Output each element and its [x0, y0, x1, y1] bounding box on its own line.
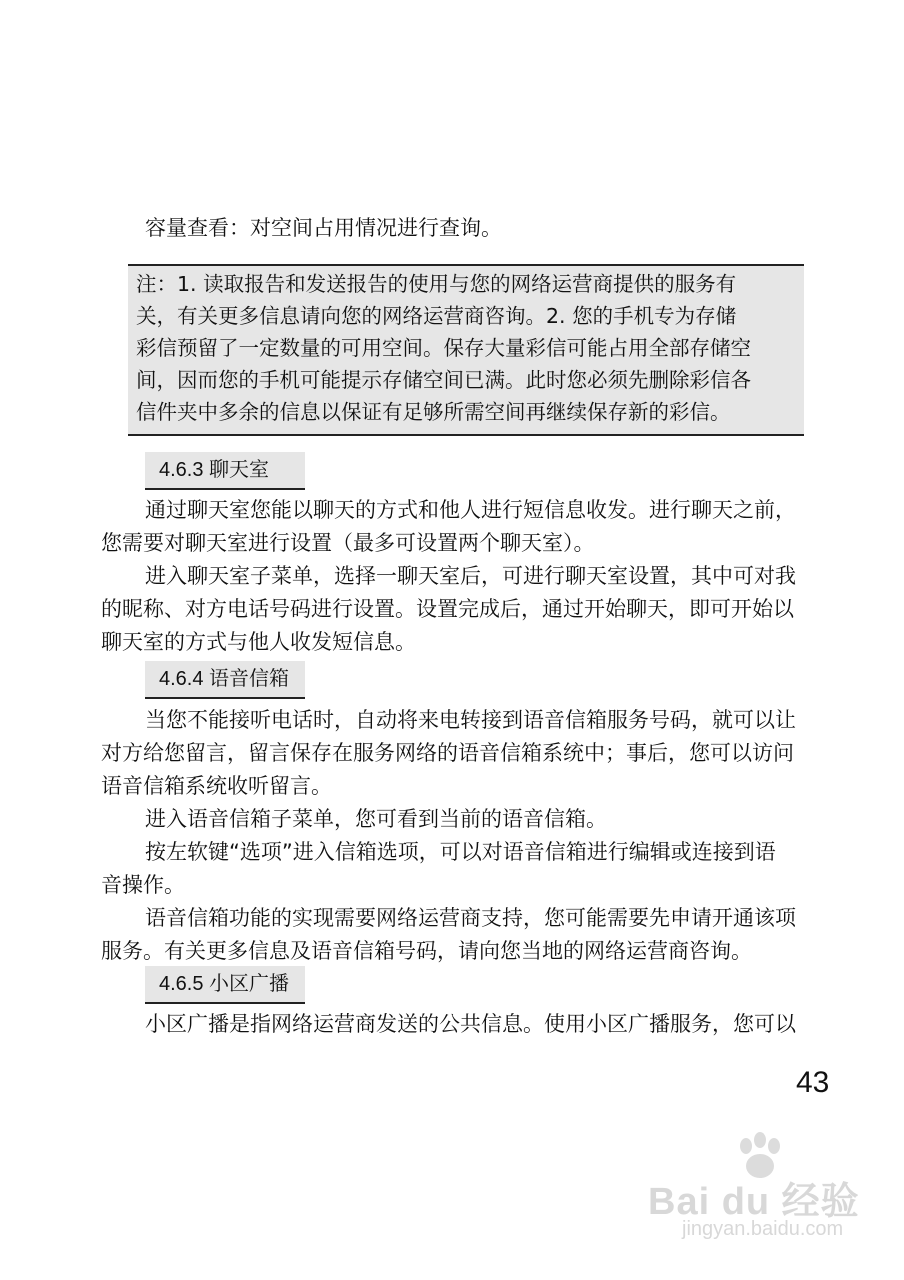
section-heading-text: 4.6.5 小区广播: [159, 973, 290, 995]
section-heading-broadcast: [145, 966, 305, 1004]
capacity-line: 容量查看：对空间占用情况进行查询。: [145, 216, 502, 240]
note-line: 彩信预留了一定数量的可用空间。保存大量彩信可能占用全部存储空: [136, 336, 751, 360]
body-line: 您需要对聊天室进行设置（最多可设置两个聊天室）。: [101, 531, 595, 555]
body-line: 对方给您留言，留言保存在服务网络的语音信箱系统中；事后，您可以访问: [101, 741, 794, 765]
body-line: 通过聊天室您能以聊天的方式和他人进行短信息收发。进行聊天之前，: [145, 498, 796, 522]
body-line: 语音信箱功能的实现需要网络运营商支持，您可能需要先申请开通该项: [145, 906, 796, 930]
body-line: 进入语音信箱子菜单，您可看到当前的语音信箱。: [145, 807, 607, 831]
section-heading-voicemail: [145, 661, 305, 699]
note-box: [128, 264, 804, 436]
baidu-watermark: [640, 1140, 880, 1250]
page-number: 43: [796, 1066, 830, 1099]
body-line: 服务。有关更多信息及语音信箱号码，请向您当地的网络运营商咨询。: [101, 939, 752, 963]
section-heading-text: 4.6.3 聊天室: [159, 459, 270, 481]
note-line: 关，有关更多信息请向您的网络运营商咨询。2. 您的手机专为存储: [136, 304, 737, 328]
body-line: 进入聊天室子菜单，选择一聊天室后，可进行聊天室设置，其中可对我: [145, 564, 796, 588]
body-line: 当您不能接听电话时，自动将来电转接到语音信箱服务号码，就可以让: [145, 708, 796, 732]
note-line: 注：1. 读取报告和发送报告的使用与您的网络运营商提供的服务有: [136, 272, 737, 296]
section-heading-text: 4.6.4 语音信箱: [159, 668, 290, 690]
watermark-brand: Bai du 经验: [648, 1181, 860, 1223]
watermark-url: jingyan.baidu.com: [682, 1218, 844, 1240]
section-heading-chat: [145, 452, 305, 490]
body-line: 语音信箱系统收听留言。: [101, 774, 332, 798]
note-line: 信件夹中多余的信息以保证有足够所需空间再继续保存新的彩信。: [136, 400, 731, 424]
body-line: 按左软键“选项”进入信箱选项，可以对语音信箱进行编辑或连接到语: [145, 840, 776, 864]
body-line: 聊天室的方式与他人收发短信息。: [101, 630, 416, 654]
body-line: 音操作。: [101, 873, 185, 897]
note-line: 间，因而您的手机可能提示存储空间已满。此时您必须先删除彩信各: [136, 368, 751, 392]
body-line: 小区广播是指网络运营商发送的公共信息。使用小区广播服务，您可以: [145, 1012, 796, 1036]
body-line: 的昵称、对方电话号码进行设置。设置完成后，通过开始聊天，即可开始以: [101, 597, 794, 621]
